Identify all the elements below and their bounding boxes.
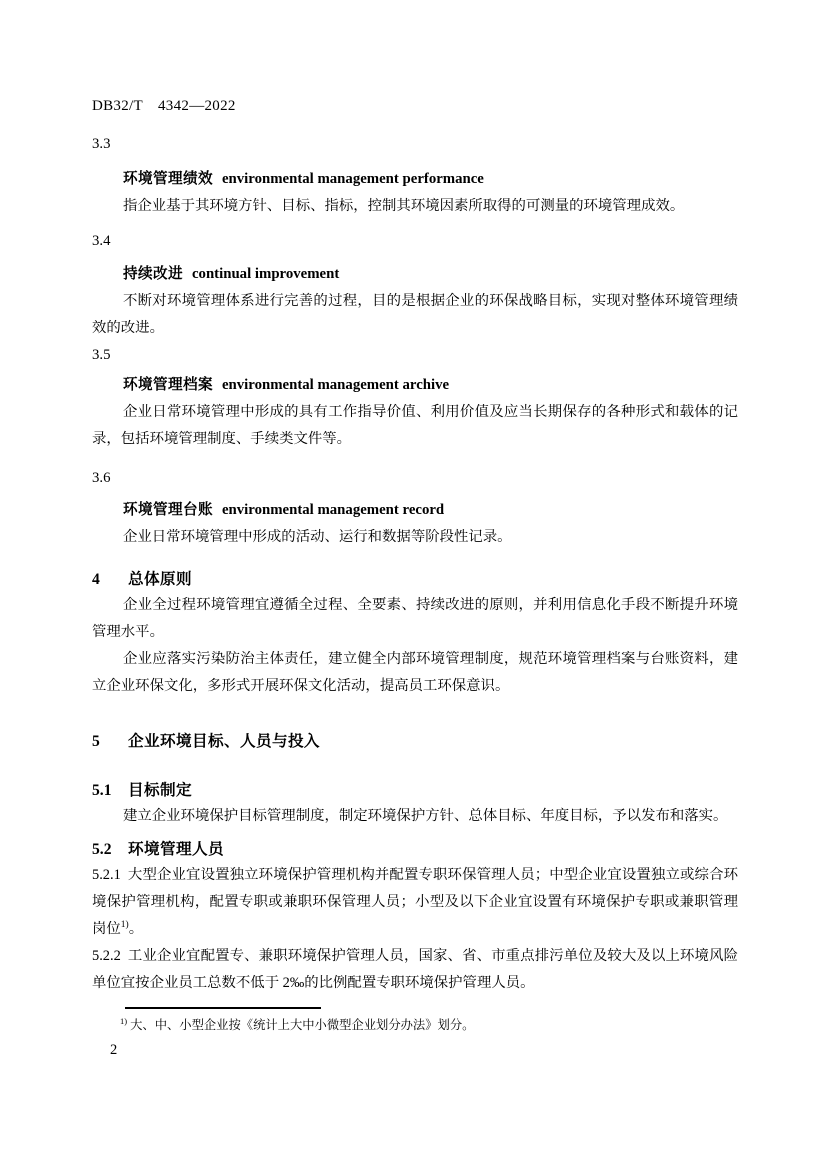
clause-5-2-1 bbox=[92, 862, 738, 943]
term-en: environmental management record bbox=[221, 502, 445, 518]
chapter-4-paragraph-1: 企业全过程环境管理宜遵循全过程、全要素、持续改进的原则，并利用信息化手段不断提升环境管理水平。 bbox=[92, 597, 738, 640]
term-en: environmental management archive bbox=[221, 377, 450, 393]
chapter-4-paragraph-2: 企业应落实污染防治主体责任，建立健全内部环境管理制度，规范环境管理档案与台账资料，建立企业环保文化，多形式开展环保文化活动，提高员工环保意识。 bbox=[92, 651, 738, 694]
doc-code-header: DB32/T 4342—2022 bbox=[92, 98, 236, 114]
clause-number: 5.2.1 bbox=[92, 867, 121, 883]
section-title: 目标制定 bbox=[128, 782, 192, 799]
chapter-5-heading bbox=[92, 730, 738, 754]
term-heading-3-4 bbox=[92, 261, 738, 288]
clause-number-3-6: 3.6 bbox=[92, 470, 111, 486]
term-en: environmental management performance bbox=[221, 171, 484, 187]
section-5-1-heading bbox=[92, 779, 738, 803]
term-definition-3-6: 企业日常环境管理中形成的活动、运行和数据等阶段性记录。 bbox=[123, 529, 512, 545]
section-number: 5.1 bbox=[92, 782, 112, 799]
chapter-title: 企业环境目标、人员与投入 bbox=[128, 733, 320, 750]
term-zh: 环境管理台账 bbox=[123, 502, 213, 518]
clause-number-3-3: 3.3 bbox=[92, 136, 111, 152]
term-zh: 环境管理档案 bbox=[123, 377, 213, 393]
term-heading-3-6 bbox=[92, 497, 738, 524]
term-heading-3-5 bbox=[92, 372, 738, 399]
footnote-marker: 1) bbox=[120, 1015, 128, 1026]
term-definition-3-4: 不断对环境管理体系进行完善的过程，目的是根据企业的环保战略目标，实现对整体环境管理绩效的改进。 bbox=[92, 293, 738, 336]
term-zh: 环境管理绩效 bbox=[123, 171, 213, 187]
clause-number-3-5: 3.5 bbox=[92, 347, 111, 363]
section-number: 5.2 bbox=[92, 841, 112, 858]
page-number: 2 bbox=[110, 1042, 118, 1058]
term-en: continual improvement bbox=[191, 266, 340, 282]
section-title: 环境管理人员 bbox=[128, 841, 224, 858]
chapter-number: 5 bbox=[92, 733, 100, 750]
clause-text: 大型企业宜设置独立环境保护管理机构并配置专职环保管理人员；中型企业宜设置独立或综合环境保护管理机构，配置专职或兼职环保管理人员；小型及以下企业宜设置有环境保护专职或兼职管理岗位 bbox=[92, 867, 738, 937]
clause-text: 工业企业宜配置专、兼职环境保护管理人员，国家、省、市重点排污单位及较大及以上环境风险单位宜按企业员工总数不低于 2‰的比例配置专职环境保护管理人员。 bbox=[92, 948, 738, 991]
term-heading-3-3 bbox=[92, 166, 738, 193]
section-5-1-body: 建立企业环境保护目标管理制度，制定环境保护方针、总体目标、年度目标，予以发布和落实。 bbox=[123, 808, 728, 824]
footnote-separator bbox=[125, 1007, 321, 1009]
footnote-text: 大、中、小型企业按《统计上大中小微型企业划分办法》划分。 bbox=[130, 1018, 475, 1032]
clause-number-3-4: 3.4 bbox=[92, 233, 111, 249]
clause-text-tail: 。 bbox=[128, 921, 144, 937]
chapter-title: 总体原则 bbox=[128, 571, 192, 588]
term-zh: 持续改进 bbox=[123, 266, 183, 282]
term-definition-3-5: 企业日常环境管理中形成的具有工作指导价值、利用价值及应当长期保存的各种形式和载体的记录，包括环境管理制度、手续类文件等。 bbox=[92, 404, 738, 447]
footnote-reference: 1) bbox=[120, 920, 129, 931]
footnote bbox=[92, 1016, 738, 1034]
section-5-2-heading bbox=[92, 838, 738, 862]
chapter-4-heading bbox=[92, 568, 738, 592]
term-definition-3-3: 指企业基于其环境方针、目标、指标，控制其环境因素所取得的可测量的环境管理成效。 bbox=[123, 198, 685, 214]
clause-number: 5.2.2 bbox=[92, 948, 121, 964]
chapter-number: 4 bbox=[92, 571, 100, 588]
clause-5-2-2 bbox=[92, 943, 738, 997]
